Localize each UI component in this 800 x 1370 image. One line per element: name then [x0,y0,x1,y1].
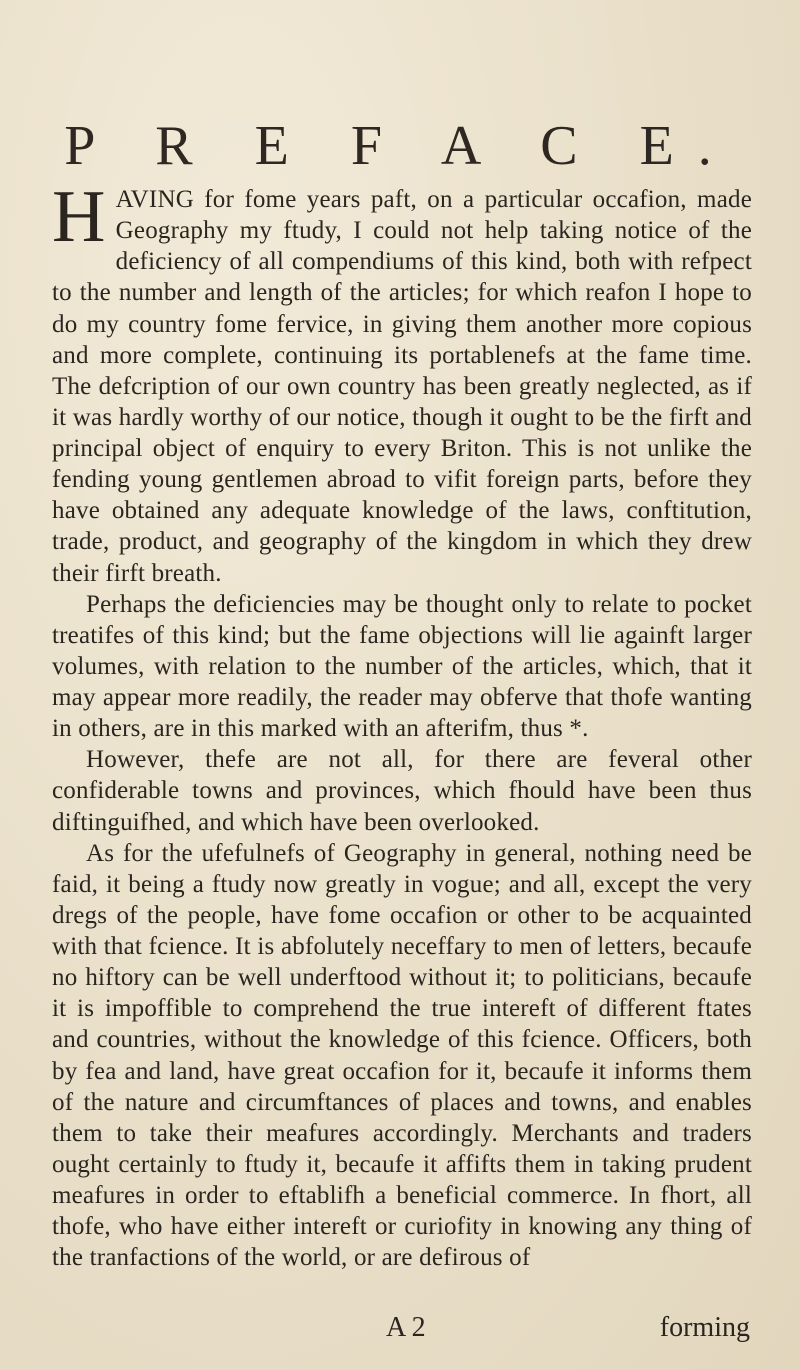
drop-cap: H [52,176,106,258]
page-title: P R E F A C E. [64,115,736,177]
paragraph-2: Perhaps the deficiencies may be thought only to relate to pocket treatifes of this kind; but the fame objections will lie againft larger volumes, with relation to the number of the articles, which, that it may appear more readily, the reader may obferve that thofe wanting in others, are in this marked with an afterifm, thus *. [52,590,752,743]
paragraph-1-text: AVING for fome years paft, on a particular occafion, made Geography my ftudy, I could not help taking notice of the deficiency of all compendiums of this kind, both with refpect to the number and length of the articles; for which reafon I hope to do my country fome fervice, in giving them another more copious and more complete, continuing its portablenefs at the fame time. The defcription of our own country has been greatly neglected, as if it was hardly worthy of our notice, though it ought to be the firft and principal object of enquiry to every Briton. This is not unlike the fending young gentlemen abroad to vifit foreign parts, before they have obtained any adequate knowledge of the laws, conftitution, trade, product, and geography of the kingdom in which they drew their firft breath. [52,186,752,587]
catchword: forming [659,1312,750,1343]
signature-mark: A 2 [386,1312,426,1343]
paragraph-1 [52,176,752,589]
paragraph-4: As for the ufefulnefs of Geography in general, nothing need be faid, it being a ftudy now greatly in vogue; and all, except the very dregs of the people, have fome occafion or other to be acquainted with that fcience. It is abfolutely neceffary to men of letters, becaufe no hiftory can be well underftood without it; to politicians, becaufe it is impoffible to comprehend the true intereft of different ftates and countries, without the knowledge of this fcience. Officers, both by fea and land, have great occafion for it, becaufe it informs them of the nature and circumftances of places and towns, and enables them to take their meafures accordingly. Merchants and traders ought certainly to ftudy it, becaufe it affifts them in taking prudent meafures in order to eftablifh a beneficial commerce. In fhort, all thofe, who have either intereft or curiofity in knowing any thing of the tranfactions of the world, or are defirous of [52,839,752,1272]
body-text [52,176,752,1273]
page-footer [52,1312,752,1346]
paragraph-3: However, thefe are not all, for there are feveral other confiderable towns and provinces, which fhould have been thus diftinguifhed, and which have been overlooked. [52,746,752,836]
